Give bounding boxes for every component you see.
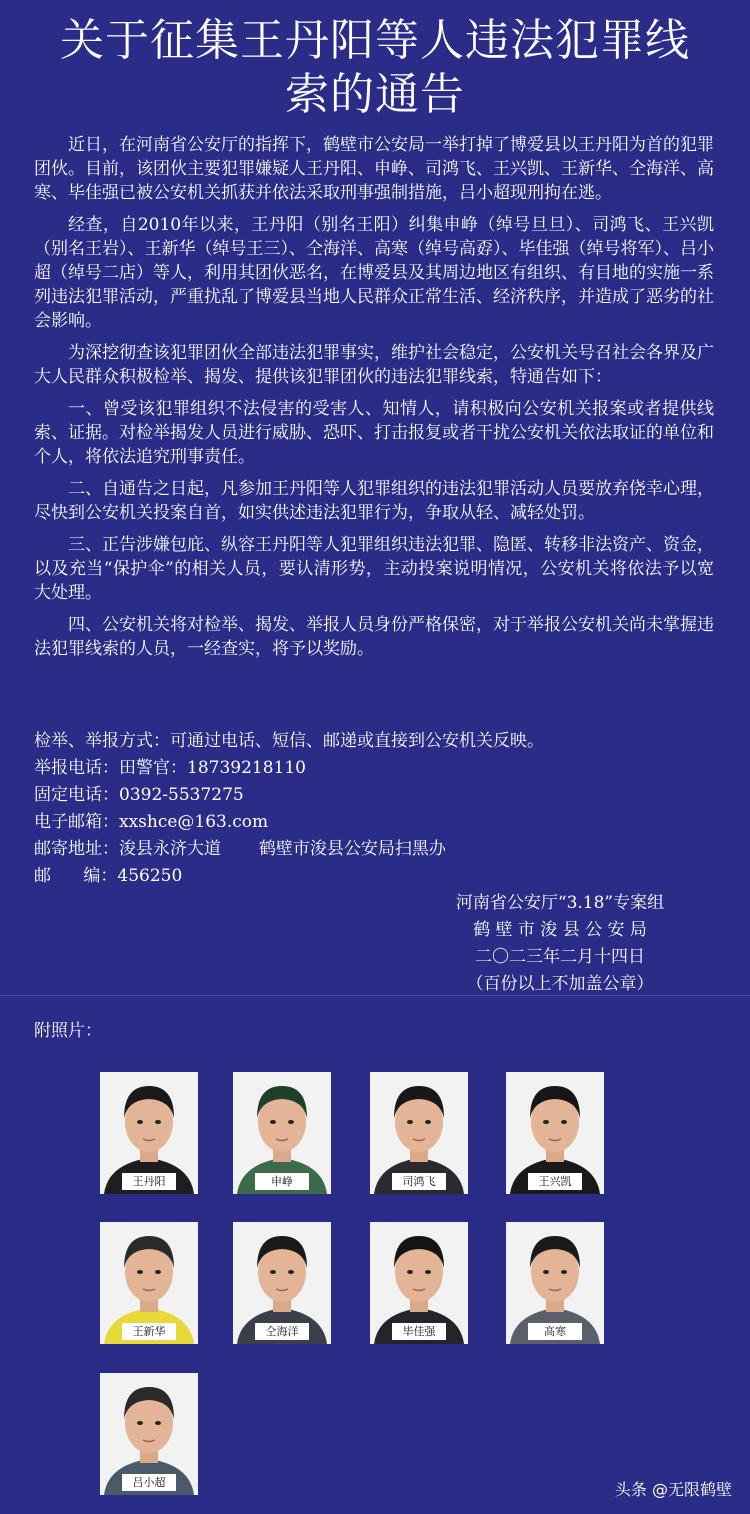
- suspect-name-label: 吕小超: [122, 1474, 176, 1491]
- suspect-photo: [506, 1222, 604, 1344]
- signature-date: 二〇二三年二月十四日: [475, 947, 645, 967]
- paragraph-investigation: 经查，自2010年以来，王丹阳（别名王阳）纠集申峥（绰号旦旦）、司鸿飞、王兴凯（别名王岩）、王新华（绰号王三）、仝海洋、高寒（绰号高孬）、毕佳强（绰号将军）、吕小超（绰号二店）等人，利用其团伙恶名，在博爱县及其周边地区有组织、有目地的实施一系列违法犯罪活动，严重扰乱了博爱县当地人民群众正常生活、经济秩序，并造成了恶劣的社会影响。: [34, 215, 714, 331]
- signature-org-1: 河南省公安厅“3.18”专案组: [455, 893, 665, 913]
- suspect-name-label: 司鸿飞: [392, 1173, 446, 1190]
- paragraph-item-2: 二、自通告之日起，凡参加王丹阳等人犯罪组织的违法犯罪活动人员要放弃侥幸心理，尽快到公安机关投案自首，如实供述违法犯罪行为，争取从轻、减轻处罚。: [34, 479, 714, 523]
- suspect-name-label: 王丹阳: [122, 1173, 176, 1190]
- section-divider: [0, 995, 750, 996]
- suspect-name-label: 王兴凯: [528, 1173, 582, 1190]
- suspect-photo: [370, 1222, 468, 1344]
- suspect-name-label: 王新华: [122, 1323, 176, 1340]
- notice-body: [34, 133, 714, 669]
- contact-email: 电子邮箱：xxshce@163.com: [34, 812, 269, 832]
- suspect-photo: [100, 1222, 198, 1344]
- suspect-photo: [233, 1222, 331, 1344]
- signature-block: [420, 890, 700, 998]
- watermark: 头条 @无限鹤壁: [614, 1480, 732, 1499]
- suspect-name-label: 高寒: [528, 1323, 582, 1340]
- contact-postcode: 邮 编：456250: [34, 866, 183, 886]
- suspect-name-label: 申峥: [255, 1173, 309, 1190]
- signature-note: （百份以上不加盖公章）: [466, 974, 654, 994]
- contact-address: 邮寄地址：浚县永济大道 鹤壁市浚县公安局扫黑办: [34, 839, 446, 859]
- paragraph-item-4: 四、公安机关将对检举、揭发、举报人员身份严格保密，对于举报公安机关尚未掌握违法犯罪线索的人员，一经查实，将予以奖励。: [34, 615, 714, 659]
- title-line-2: 索的通告: [285, 69, 465, 120]
- contact-info: [34, 728, 714, 890]
- title-line-1: 关于征集王丹阳等人违法犯罪线: [60, 15, 690, 66]
- contact-method: 检举、举报方式：可通过电话、短信、邮递或直接到公安机关反映。: [34, 731, 544, 751]
- notice-title: [20, 14, 730, 122]
- photos-label: 附照片：: [34, 1021, 102, 1041]
- signature-org-2: 鹤 壁 市 浚 县 公 安 局: [473, 920, 647, 940]
- suspect-photo: [233, 1072, 331, 1194]
- paragraph-appeal: 为深挖彻查该犯罪团伙全部违法犯罪事实，维护社会稳定，公安机关号召社会各界及广大人民群众积极检举、揭发、提供该犯罪团伙的违法犯罪线索，特通告如下：: [34, 343, 714, 387]
- suspect-photo: [506, 1072, 604, 1194]
- paragraph-item-1: 一、曾受该犯罪组织不法侵害的受害人、知情人，请积极向公安机关报案或者提供线索、证据。对检举揭发人员进行威胁、恐吓、打击报复或者干扰公安机关依法取证的单位和个人，将依法追究刑事责任。: [34, 399, 714, 467]
- contact-landline: 固定电话：0392-5537275: [34, 785, 244, 805]
- suspect-photo: [100, 1072, 198, 1194]
- suspect-name-label: 毕佳强: [392, 1323, 446, 1340]
- contact-phone: 举报电话：田警官：18739218110: [34, 758, 306, 778]
- suspect-name-label: 仝海洋: [255, 1323, 309, 1340]
- suspect-photo: [370, 1072, 468, 1194]
- suspect-photo: [100, 1373, 198, 1495]
- paragraph-item-3: 三、正告涉嫌包庇、纵容王丹阳等人犯罪组织违法犯罪、隐匿、转移非法资产、资金，以及充当“保护伞”的相关人员，要认清形势，主动投案说明情况，公安机关将依法予以宽大处理。: [34, 535, 714, 603]
- paragraph-intro: 近日，在河南省公安厅的指挥下，鹤壁市公安局一举打掉了博爱县以王丹阳为首的犯罪团伙。目前，该团伙主要犯罪嫌疑人王丹阳、申峥、司鸿飞、王兴凯、王新华、仝海洋、高寒、毕佳强已被公安机关抓获并依法采取刑事强制措施，吕小超现刑拘在逃。: [34, 135, 714, 203]
